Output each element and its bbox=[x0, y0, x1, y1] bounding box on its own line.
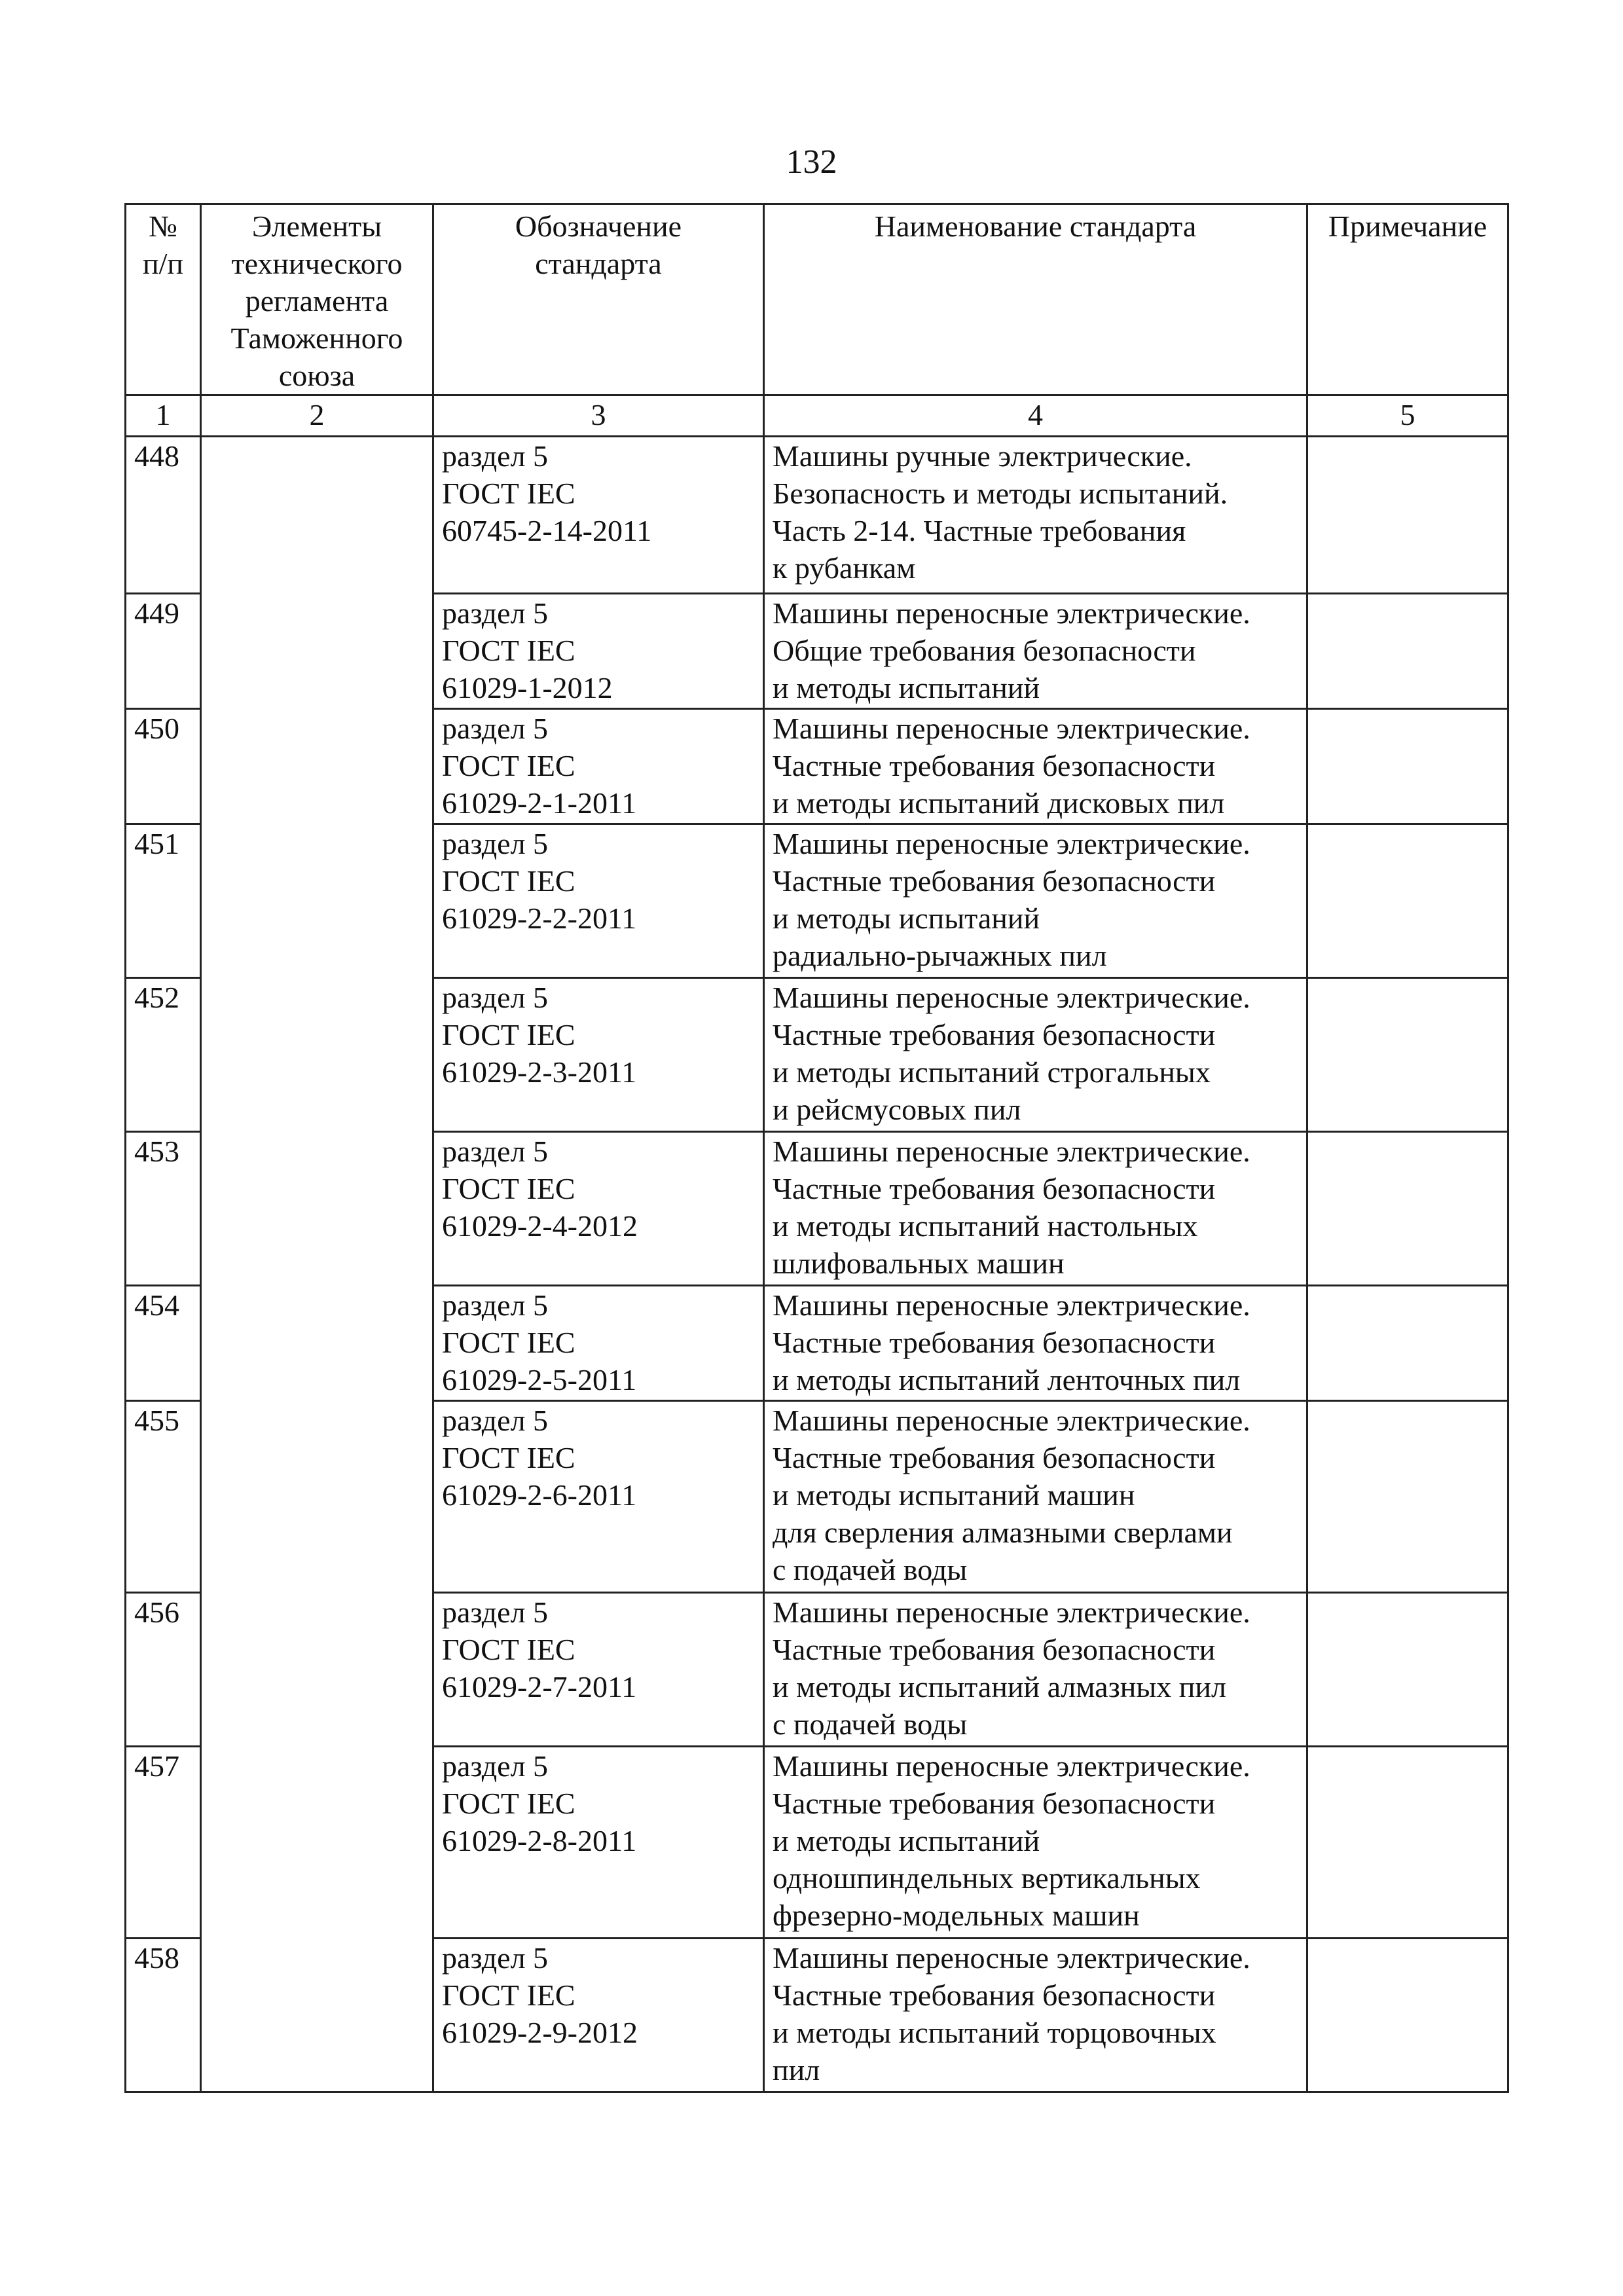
row-number: 452 bbox=[126, 978, 201, 1132]
row-number: 453 bbox=[126, 1132, 201, 1286]
standard-designation bbox=[433, 594, 764, 709]
standard-name-line: Машины переносные электрические. bbox=[773, 596, 1250, 630]
standard-name bbox=[764, 594, 1307, 709]
standard-name-line: Частные требования безопасности bbox=[773, 1978, 1216, 2012]
standard-name-line: Машины переносные электрические. bbox=[773, 827, 1250, 860]
standard-name-line: пил bbox=[773, 2053, 820, 2086]
standard-name-line: Частные требования безопасности bbox=[773, 1787, 1216, 1820]
note-cell bbox=[1307, 594, 1508, 709]
designation-line: раздел 5 bbox=[442, 1749, 549, 1783]
standard-name-line: Машины переносные электрические. bbox=[773, 1288, 1250, 1322]
header-line: технического bbox=[231, 247, 403, 280]
standard-designation bbox=[433, 437, 764, 594]
designation-line: раздел 5 bbox=[442, 981, 549, 1014]
standard-name-line: Машины переносные электрические. bbox=[773, 1749, 1250, 1783]
standard-name-line: и методы испытаний дисковых пил bbox=[773, 786, 1225, 820]
designation-line: раздел 5 bbox=[442, 1288, 549, 1322]
designation-line: ГОСТ IEC bbox=[442, 749, 575, 782]
header-line: регламента bbox=[245, 284, 389, 318]
note-cell bbox=[1307, 978, 1508, 1132]
designation-line: 61029-2-7-2011 bbox=[442, 1670, 637, 1704]
header-row bbox=[126, 204, 1508, 395]
standard-name-line: фрезерно-модельных машин bbox=[773, 1899, 1140, 1932]
designation-line: раздел 5 bbox=[442, 1404, 549, 1437]
row-number: 449 bbox=[126, 594, 201, 709]
standard-name-line: Машины переносные электрические. bbox=[773, 712, 1250, 745]
header-number bbox=[126, 204, 201, 395]
designation-line: ГОСТ IEC bbox=[442, 477, 575, 510]
designation-line: 61029-2-3-2011 bbox=[442, 1055, 637, 1089]
row-number: 448 bbox=[126, 437, 201, 594]
designation-line: 61029-2-8-2011 bbox=[442, 1824, 637, 1857]
designation-line: раздел 5 bbox=[442, 596, 549, 630]
designation-line: раздел 5 bbox=[442, 1941, 549, 1975]
designation-line: ГОСТ IEC bbox=[442, 1172, 575, 1205]
standard-name-line: с подачей воды bbox=[773, 1553, 968, 1586]
standard-name-line: Безопасность и методы испытаний. bbox=[773, 477, 1228, 510]
standard-name bbox=[764, 709, 1307, 824]
designation-line: 61029-2-1-2011 bbox=[442, 786, 637, 820]
note-cell bbox=[1307, 1132, 1508, 1286]
standard-name bbox=[764, 1132, 1307, 1286]
standard-name-line: и методы испытаний строгальных bbox=[773, 1055, 1211, 1089]
header-note bbox=[1307, 204, 1508, 395]
row-number: 457 bbox=[126, 1747, 201, 1939]
designation-line: раздел 5 bbox=[442, 1135, 549, 1168]
header-elements bbox=[201, 204, 433, 395]
standard-name bbox=[764, 1747, 1307, 1939]
header-line: № bbox=[149, 210, 177, 243]
designation-line: раздел 5 bbox=[442, 439, 549, 473]
row-number: 450 bbox=[126, 709, 201, 824]
standard-name-line: Часть 2-14. Частные требования bbox=[773, 514, 1186, 547]
standard-name-line: шлифовальных машин bbox=[773, 1247, 1065, 1280]
standard-name-line: Частные требования безопасности bbox=[773, 1172, 1216, 1205]
standard-name-line: Машины переносные электрические. bbox=[773, 981, 1250, 1014]
designation-line: 61029-2-4-2012 bbox=[442, 1209, 638, 1243]
standard-name bbox=[764, 1939, 1307, 2092]
header-line: Обозначение bbox=[515, 210, 682, 243]
designation-line: ГОСТ IEC bbox=[442, 1326, 575, 1359]
row-number: 451 bbox=[126, 824, 201, 978]
column-number: 5 bbox=[1307, 395, 1508, 437]
header-line: Таможенного bbox=[230, 321, 403, 355]
standard-name-line: Машины переносные электрические. bbox=[773, 1135, 1250, 1168]
designation-line: 61029-2-2-2011 bbox=[442, 902, 637, 935]
standard-name bbox=[764, 978, 1307, 1132]
header-standard-name bbox=[764, 204, 1307, 395]
standard-name-line: и методы испытаний ленточных пил bbox=[773, 1363, 1241, 1396]
regulation-elements-cell bbox=[201, 437, 433, 2092]
standard-name-line: Общие требования безопасности bbox=[773, 634, 1196, 667]
standard-name-line: и методы испытаний настольных bbox=[773, 1209, 1198, 1243]
note-cell bbox=[1307, 1939, 1508, 2092]
standard-name-line: радиально-рычажных пил bbox=[773, 939, 1107, 972]
designation-line: раздел 5 bbox=[442, 1595, 549, 1629]
standard-name-line: и методы испытаний торцовочных bbox=[773, 2016, 1216, 2049]
designation-line: ГОСТ IEC bbox=[442, 634, 575, 667]
note-cell bbox=[1307, 1401, 1508, 1593]
standards-table bbox=[124, 203, 1509, 2093]
header-designation bbox=[433, 204, 764, 395]
header-line: п/п bbox=[142, 247, 183, 280]
designation-line: 61029-2-9-2012 bbox=[442, 2016, 638, 2049]
standard-name-line: Машины переносные электрические. bbox=[773, 1941, 1250, 1975]
designation-line: ГОСТ IEC bbox=[442, 1787, 575, 1820]
standard-designation bbox=[433, 1132, 764, 1286]
designation-line: ГОСТ IEC bbox=[442, 1018, 575, 1051]
page-number: 132 bbox=[786, 143, 837, 181]
table-row bbox=[126, 437, 1508, 594]
designation-line: раздел 5 bbox=[442, 712, 549, 745]
standard-name-line: Частные требования безопасности bbox=[773, 1018, 1216, 1051]
designation-line: 60745-2-14-2011 bbox=[442, 514, 652, 547]
note-cell bbox=[1307, 1747, 1508, 1939]
designation-line: 61029-2-6-2011 bbox=[442, 1478, 637, 1512]
standard-designation bbox=[433, 978, 764, 1132]
header-line: стандарта bbox=[535, 247, 662, 280]
note-cell bbox=[1307, 1286, 1508, 1401]
standard-name-line: и методы испытаний алмазных пил bbox=[773, 1670, 1226, 1704]
column-number-row bbox=[126, 395, 1508, 437]
standard-name bbox=[764, 1593, 1307, 1747]
standard-name-line: и методы испытаний машин bbox=[773, 1478, 1135, 1512]
standard-designation bbox=[433, 709, 764, 824]
note-cell bbox=[1307, 1593, 1508, 1747]
note-cell bbox=[1307, 437, 1508, 594]
column-number: 2 bbox=[201, 395, 433, 437]
designation-line: ГОСТ IEC bbox=[442, 1633, 575, 1666]
designation-line: ГОСТ IEC bbox=[442, 1441, 575, 1474]
header-line: Примечание bbox=[1328, 210, 1487, 243]
standard-name-line: Частные требования безопасности bbox=[773, 1441, 1216, 1474]
standard-name-line: Частные требования безопасности bbox=[773, 1326, 1216, 1359]
designation-line: 61029-1-2012 bbox=[442, 671, 613, 704]
designation-line: раздел 5 bbox=[442, 827, 549, 860]
column-number: 3 bbox=[433, 395, 764, 437]
standard-name-line: одношпиндельных вертикальных bbox=[773, 1861, 1201, 1895]
standard-name-line: к рубанкам bbox=[773, 551, 916, 585]
designation-line: ГОСТ IEC bbox=[442, 1978, 575, 2012]
standard-name-line: для сверления алмазными сверлами bbox=[773, 1516, 1233, 1549]
standard-designation bbox=[433, 1286, 764, 1401]
column-number: 1 bbox=[126, 395, 201, 437]
standard-designation bbox=[433, 1939, 764, 2092]
standard-designation bbox=[433, 1593, 764, 1747]
standard-designation bbox=[433, 1747, 764, 1939]
row-number: 458 bbox=[126, 1939, 201, 2092]
standard-name-line: и методы испытаний bbox=[773, 902, 1040, 935]
standard-name-line: Частные требования безопасности bbox=[773, 749, 1216, 782]
header-line: Элементы bbox=[251, 210, 382, 243]
standard-name-line: и методы испытаний bbox=[773, 671, 1040, 704]
standard-name-line: Машины ручные электрические. bbox=[773, 439, 1192, 473]
header-line: союза bbox=[278, 359, 356, 392]
header-line: Наименование стандарта bbox=[874, 210, 1197, 243]
row-number: 455 bbox=[126, 1401, 201, 1593]
note-cell bbox=[1307, 824, 1508, 978]
standard-name-line: Частные требования безопасности bbox=[773, 1633, 1216, 1666]
row-number: 456 bbox=[126, 1593, 201, 1747]
standard-name-line: и методы испытаний bbox=[773, 1824, 1040, 1857]
standard-designation bbox=[433, 824, 764, 978]
standard-name bbox=[764, 1286, 1307, 1401]
standard-name-line: Машины переносные электрические. bbox=[773, 1595, 1250, 1629]
standard-name bbox=[764, 437, 1307, 594]
standard-name-line: с подачей воды bbox=[773, 1707, 968, 1741]
column-number: 4 bbox=[764, 395, 1307, 437]
standard-designation bbox=[433, 1401, 764, 1593]
standard-name bbox=[764, 824, 1307, 978]
designation-line: 61029-2-5-2011 bbox=[442, 1363, 637, 1396]
designation-line: ГОСТ IEC bbox=[442, 864, 575, 898]
standard-name bbox=[764, 1401, 1307, 1593]
note-cell bbox=[1307, 709, 1508, 824]
standard-name-line: и рейсмусовых пил bbox=[773, 1093, 1021, 1126]
standard-name-line: Частные требования безопасности bbox=[773, 864, 1216, 898]
row-number: 454 bbox=[126, 1286, 201, 1401]
standard-name-line: Машины переносные электрические. bbox=[773, 1404, 1250, 1437]
